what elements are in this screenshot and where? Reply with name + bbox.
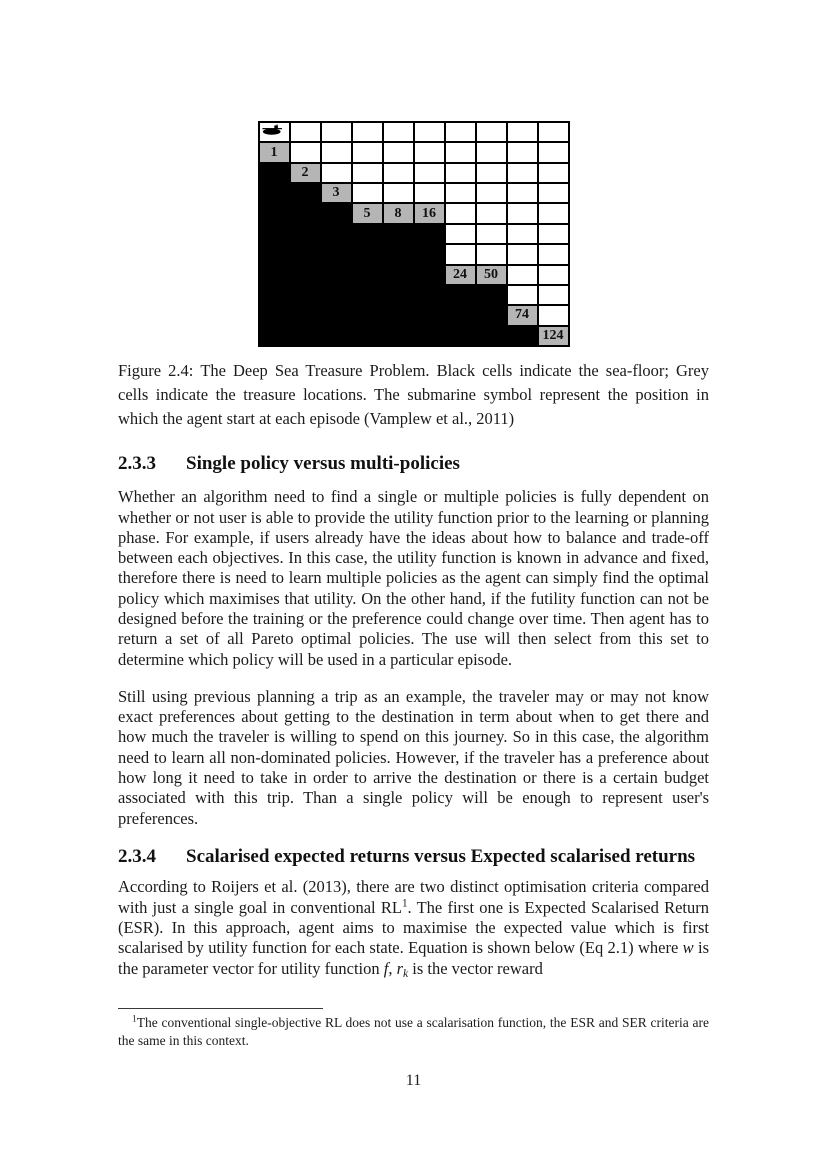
sea-floor-cell [260, 225, 289, 243]
footnote-block [118, 1008, 709, 1050]
sea-floor-cell [322, 245, 351, 263]
water-cell [353, 123, 382, 141]
sea-floor-cell [353, 266, 382, 284]
water-cell [322, 143, 351, 161]
sea-floor-cell [260, 266, 289, 284]
section-title: Single policy versus multi-policies [186, 452, 460, 474]
deep-sea-treasure-grid [258, 121, 570, 347]
water-cell [539, 225, 568, 243]
water-cell [508, 266, 537, 284]
sea-floor-cell [415, 266, 444, 284]
figure-caption [118, 359, 709, 431]
sea-floor-cell [260, 164, 289, 182]
treasure-cell: 24 [446, 266, 475, 284]
sea-floor-cell [446, 306, 475, 324]
water-cell [384, 143, 413, 161]
sea-floor-cell [291, 225, 320, 243]
water-cell [384, 123, 413, 141]
sea-floor-cell [260, 204, 289, 222]
sea-floor-cell [415, 327, 444, 345]
sea-floor-cell [446, 327, 475, 345]
sea-floor-cell [322, 306, 351, 324]
water-cell [508, 123, 537, 141]
water-cell [353, 143, 382, 161]
sea-floor-cell [322, 225, 351, 243]
sea-floor-cell [260, 286, 289, 304]
sea-floor-cell [384, 245, 413, 263]
water-cell [322, 123, 351, 141]
sea-floor-cell [260, 327, 289, 345]
water-cell [446, 164, 475, 182]
sea-floor-cell [384, 266, 413, 284]
section-heading-2-3-4 [118, 844, 709, 871]
footnote-marker: 1 [132, 1014, 137, 1025]
sea-floor-cell [446, 286, 475, 304]
water-cell [508, 245, 537, 263]
water-cell [508, 164, 537, 182]
water-cell [539, 184, 568, 202]
sea-floor-cell [260, 306, 289, 324]
sea-floor-cell [415, 225, 444, 243]
section-title: Scalarised expected returns versus Expected scalarised returns [186, 845, 696, 867]
section-heading-2-3-3 [118, 451, 709, 478]
sea-floor-cell [384, 306, 413, 324]
treasure-cell: 3 [322, 184, 351, 202]
sea-floor-cell [322, 327, 351, 345]
water-cell [539, 266, 568, 284]
treasure-cell: 8 [384, 204, 413, 222]
water-cell [446, 225, 475, 243]
water-cell [477, 225, 506, 243]
paragraph-esr-ser: According to Roijers et al. (2013), there are two distinct optimisation criteria compared with just a single goal in conventional $RL^1$. The first one is Expected Scalarised Return (ESR). In this approach, agent aims to maximise the expected value which is first scalarised by utility function for each state. Equation is shown below (Eq 2.1) where w is the parameter vector for utility function f, $r_k$ is the vector reward [118, 877, 709, 980]
water-cell [415, 143, 444, 161]
water-cell [415, 123, 444, 141]
water-cell [446, 184, 475, 202]
treasure-cell: 2 [291, 164, 320, 182]
water-cell [539, 204, 568, 222]
footnote-text: $^1$The conventional single-objective RL does not use a scalarisation function, the ESR and SER criteria are the same in this context. [118, 1014, 709, 1048]
water-cell [353, 164, 382, 182]
figure-caption-text: The Deep Sea Treasure Problem. Black cells indicate the sea-floor; Grey cells indicate the treasure locations. The submarine symbol represent the position in which the agent start at each episode (Vamplew et al., 2011) [118, 361, 709, 428]
water-cell [539, 143, 568, 161]
water-cell [446, 143, 475, 161]
water-cell [446, 204, 475, 222]
sea-floor-cell [415, 306, 444, 324]
sea-floor-cell [291, 286, 320, 304]
sea-floor-cell [353, 306, 382, 324]
sea-floor-cell [353, 286, 382, 304]
water-cell [539, 245, 568, 263]
figure-image [258, 121, 570, 347]
water-cell [477, 245, 506, 263]
sea-floor-cell [508, 327, 537, 345]
sea-floor-cell [260, 184, 289, 202]
water-cell [477, 204, 506, 222]
water-cell [415, 164, 444, 182]
water-cell [477, 123, 506, 141]
sea-floor-cell [291, 184, 320, 202]
water-cell [508, 143, 537, 161]
section-number: 2.3.4 [118, 845, 156, 867]
water-cell [353, 184, 382, 202]
sea-floor-cell [353, 245, 382, 263]
water-cell [539, 123, 568, 141]
sea-floor-cell [384, 286, 413, 304]
text-column [118, 121, 709, 979]
submarine-start-cell [260, 123, 289, 141]
water-cell [539, 286, 568, 304]
sea-floor-cell [384, 327, 413, 345]
water-cell [384, 164, 413, 182]
water-cell [477, 184, 506, 202]
page-number: 11 [405, 1072, 422, 1089]
sea-floor-cell [291, 266, 320, 284]
water-cell [384, 184, 413, 202]
water-cell [508, 225, 537, 243]
submarine-icon [261, 124, 288, 138]
water-cell [539, 164, 568, 182]
section-number: 2.3.3 [118, 452, 156, 474]
sea-floor-cell [322, 286, 351, 304]
treasure-cell: 5 [353, 204, 382, 222]
sea-floor-cell [384, 225, 413, 243]
sea-floor-cell [260, 245, 289, 263]
treasure-cell: 50 [477, 266, 506, 284]
water-cell [322, 164, 351, 182]
water-cell [291, 143, 320, 161]
footnote-rule [118, 1008, 323, 1009]
treasure-cell: 16 [415, 204, 444, 222]
sea-floor-cell [477, 327, 506, 345]
water-cell [446, 123, 475, 141]
sea-floor-cell [322, 266, 351, 284]
treasure-cell: 124 [539, 327, 568, 345]
sea-floor-cell [353, 225, 382, 243]
sea-floor-cell [291, 306, 320, 324]
water-cell [508, 184, 537, 202]
water-cell [477, 164, 506, 182]
sea-floor-cell [415, 286, 444, 304]
water-cell [291, 123, 320, 141]
water-cell [508, 204, 537, 222]
sea-floor-cell [322, 204, 351, 222]
sea-floor-cell [291, 245, 320, 263]
water-cell [415, 184, 444, 202]
paragraph-single-vs-multi-2: Still using previous planning a trip as an example, the traveler may or may not know exact preferences about getting to the destination in term about when to get there and how much the traveler is willing to spend on this journey. So in this case, the algorithm need to learn all non-dominated policies. However, if the traveler has a preference about how long it need to take in order to arrive the destination or there is a certain budget associated with this trip. Than a single policy will be enough to represent user's preferences. [118, 686, 709, 828]
sea-floor-cell [291, 327, 320, 345]
sea-floor-cell [477, 306, 506, 324]
sea-floor-cell [415, 245, 444, 263]
treasure-cell: 74 [508, 306, 537, 324]
paragraph-single-vs-multi-1: Whether an algorithm need to find a single or multiple policies is fully dependent on whether or not user is able to provide the utility function prior to the learning or planning phase. For example, if users already have the ideas about how to balance and trade-off between each objectives. In this case, the utility function is known in advance and fixed, therefore there is need to learn multiple policies as the agent can simply find the optimal policy which maximises that utility. On the other hand, if the futility function can not be designed before the training or the preference could change over time. Then agent has to return a set of all Pareto optimal policies. The use will then select from this set to determine which policy will be used in a particular episode. [118, 487, 709, 669]
figure-2-4 [118, 121, 709, 431]
treasure-cell: 1 [260, 143, 289, 161]
water-cell [446, 245, 475, 263]
water-cell [508, 286, 537, 304]
water-cell [539, 306, 568, 324]
sea-floor-cell [477, 286, 506, 304]
water-cell [477, 143, 506, 161]
sea-floor-cell [291, 204, 320, 222]
figure-caption-label: Figure 2.4: [118, 361, 194, 380]
sea-floor-cell [353, 327, 382, 345]
